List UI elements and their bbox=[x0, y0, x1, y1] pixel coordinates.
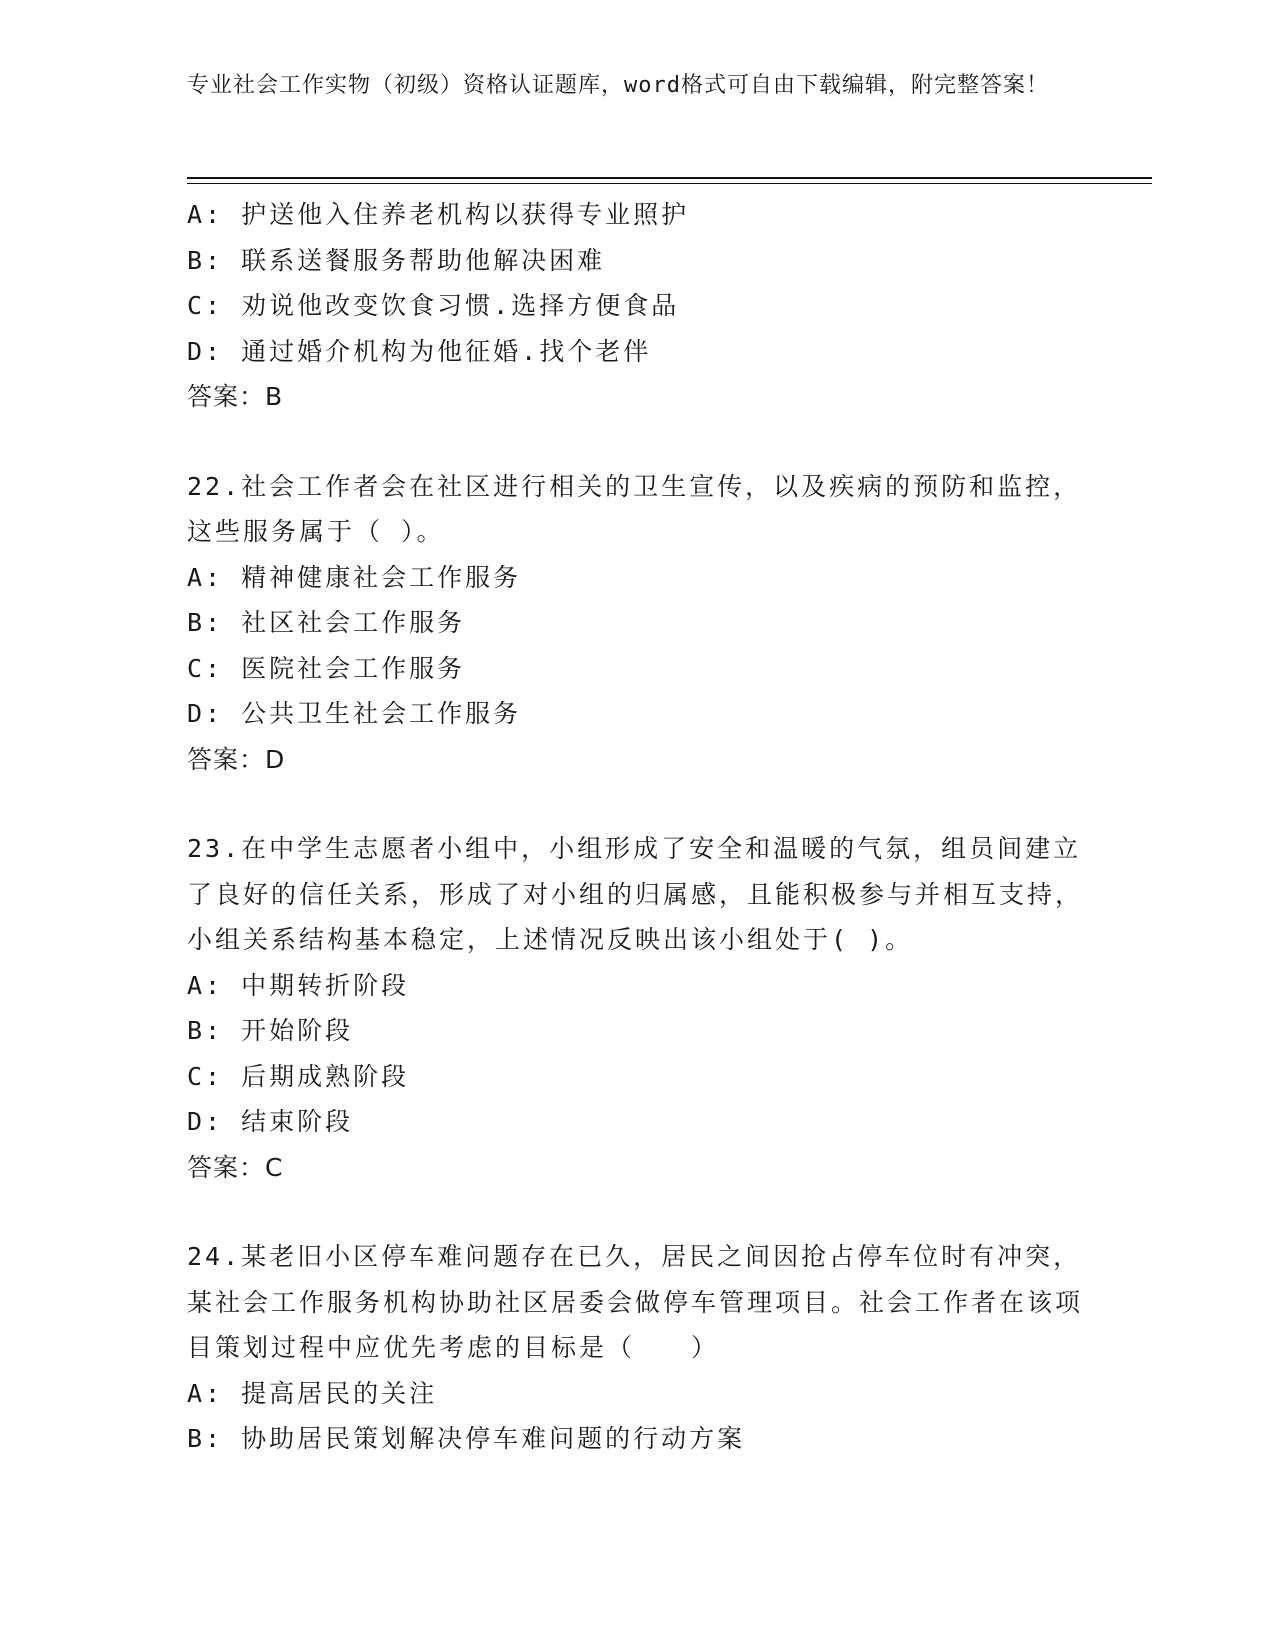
header-rule-thick bbox=[187, 177, 1152, 179]
answer: 答案：C bbox=[187, 1152, 284, 1182]
question-23 bbox=[187, 826, 1087, 1190]
option-a: A: 提高居民的关注 bbox=[187, 1378, 438, 1408]
question-22 bbox=[187, 464, 1087, 783]
question-21 bbox=[187, 192, 1087, 420]
question-list bbox=[187, 192, 1087, 1462]
question-stem: 23.在中学生志愿者小组中，小组形成了安全和温暖的气氛，组员间建立了良好的信任关系，形成了对小组的归属感，且能积极参与并相互支持，小组关系结构基本稳定，上述情况反映出该小组处于( )。 bbox=[187, 834, 1084, 954]
option-a: A: 中期转折阶段 bbox=[187, 970, 410, 1000]
option-b: B: 社区社会工作服务 bbox=[187, 608, 466, 637]
question-stem: 22.社会工作者会在社区进行相关的卫生宣传，以及疾病的预防和监控，这些服务属于（ ）。 bbox=[187, 471, 1082, 546]
answer: 答案：B bbox=[187, 382, 284, 411]
option-c: C: 后期成熟阶段 bbox=[187, 1061, 410, 1091]
question-24 bbox=[187, 1234, 1087, 1462]
option-a: A: 精神健康社会工作服务 bbox=[187, 562, 522, 592]
header-rule-thin bbox=[187, 183, 1152, 184]
option-d: D: 结束阶段 bbox=[187, 1107, 354, 1136]
option-d: D: 公共卫生社会工作服务 bbox=[187, 699, 522, 728]
answer: 答案：D bbox=[187, 744, 286, 774]
question-stem: 24.某老旧小区停车难问题存在已久，居民之间因抢占停车位时有冲突，某社会工作服务机构协助社区居委会做停车管理项目。社会工作者在该项目策划过程中应优先考虑的目标是（ ） bbox=[187, 1242, 1084, 1362]
option-a: A: 护送他入住养老机构以获得专业照护 bbox=[187, 200, 690, 229]
option-b: B: 开始阶段 bbox=[187, 1016, 354, 1045]
option-b: B: 协助居民策划解决停车难问题的行动方案 bbox=[187, 1424, 746, 1453]
option-c: C: 劝说他改变饮食习惯.选择方便食品 bbox=[187, 291, 680, 320]
option-d: D: 通过婚介机构为他征婚.找个老伴 bbox=[187, 336, 652, 366]
document-header: 专业社会工作实物（初级）资格认证题库，word格式可自由下载编辑，附完整答案！ bbox=[187, 73, 1049, 98]
option-b: B: 联系送餐服务帮助他解决困难 bbox=[187, 245, 606, 275]
option-c: C: 医院社会工作服务 bbox=[187, 653, 466, 683]
